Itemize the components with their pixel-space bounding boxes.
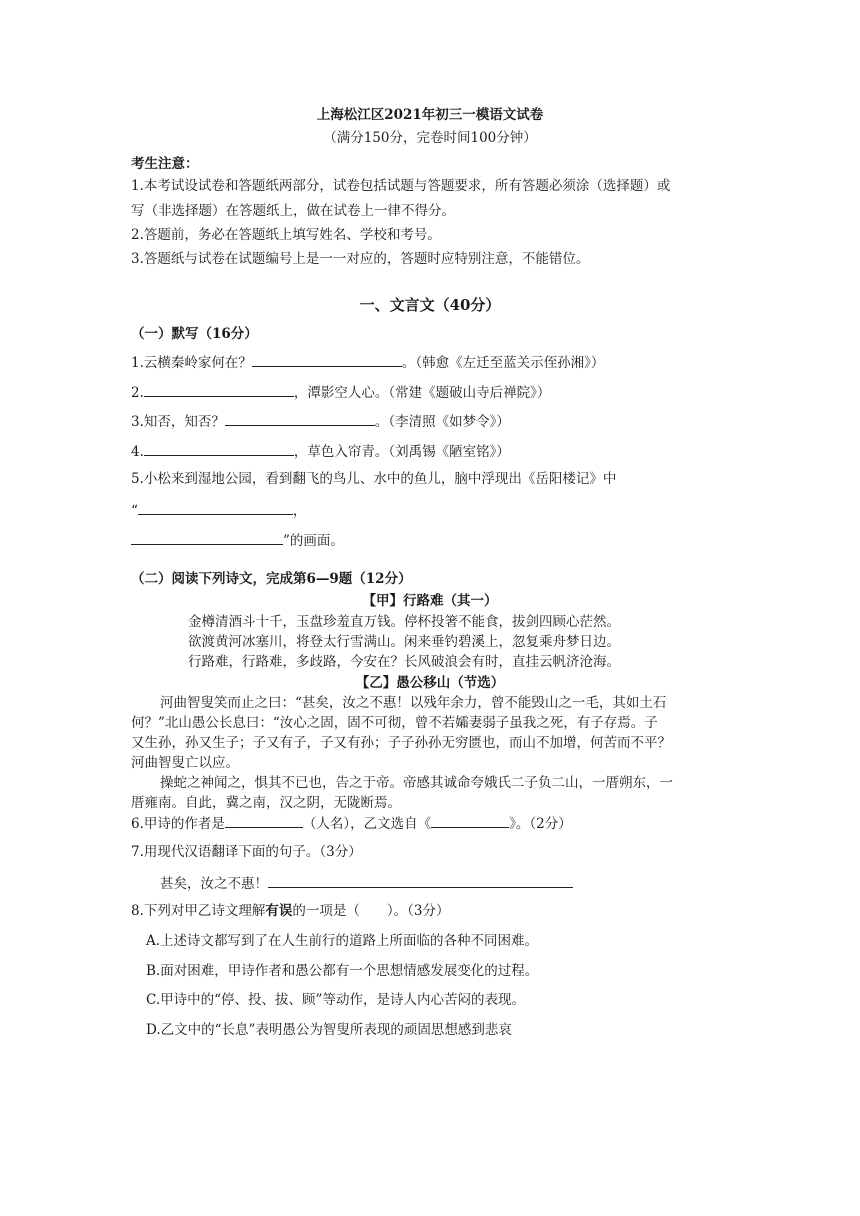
q1-suffix: 。（韩愈《左迁至蓝关示侄孙湘》）: [401, 355, 605, 371]
prose-line: 河曲智叟笑而止之曰：“甚矣，汝之不惠！以残年余力，曾不能毁山之一毛，其如土石: [160, 695, 667, 711]
question-7: 7.用现代汉语翻译下面的句子。（3分）: [131, 844, 362, 860]
notice-item-1b: 写（非选择题）在答题纸上，做在试卷上一律不得分。: [131, 203, 455, 219]
q4-prefix: 4.: [131, 444, 144, 460]
q3-prefix: 3.知否，知否？: [131, 414, 225, 430]
answer-blank: [144, 382, 294, 397]
q2-suffix: ，潭影空人心。（常建《题破山寺后禅院》）: [293, 385, 551, 401]
notice-item-2: 2.答题前，务必在答题纸上填写姓名、学校和考号。: [131, 227, 441, 243]
poem-title: 【甲】行路难（其一）: [362, 593, 498, 609]
q7-sentence-text: 甚矣，汝之不惠！: [160, 876, 268, 892]
q5-suffix: ”的画面。: [283, 533, 344, 549]
option-a: A.上述诗文都写到了在人生前行的道路上所面临的各种不同困难。: [146, 933, 539, 949]
notice-heading: 考生注意：: [131, 156, 199, 172]
answer-blank: [268, 873, 573, 888]
prose-title: 【乙】愚公移山（节选）: [355, 675, 505, 691]
q3-suffix: 。（李清照《如梦令》）: [374, 414, 510, 430]
q1-prefix: 1.云横秦岭家何在？: [131, 355, 252, 371]
question-6: [131, 813, 572, 833]
notice-item-1a: 1.本考试设试卷和答题纸两部分，试卷包括试题与答题要求，所有答题必须涂（选择题）或: [131, 178, 671, 194]
answer-blank: [225, 411, 375, 426]
answer-blank: [131, 530, 283, 545]
question-7-sentence: [160, 873, 573, 893]
q6-prefix: 6.甲诗的作者是: [131, 816, 225, 832]
prose-line: 厝雍南。自此，冀之南，汉之阴，无陇断焉。: [131, 795, 401, 811]
answer-blank: [252, 352, 402, 367]
q2-prefix: 2.: [131, 385, 144, 401]
question-2: [131, 382, 550, 402]
q4-suffix: ，草色入帘青。（刘禹锡《陋室铭》）: [293, 444, 510, 460]
q5-comma: ，: [292, 503, 307, 519]
prose-line: 何？”北山愚公长息曰：“汝心之固，固不可彻，曾不若孀妻弱子虽我之死，有子存焉。子: [131, 715, 658, 731]
page-title: 上海松江区2021年初三一模语文试卷: [316, 107, 544, 123]
notice-item-3: 3.答题纸与试卷在试题编号上是一一对应的，答题时应特别注意，不能错位。: [131, 251, 590, 267]
option-b: B.面对困难，甲诗作者和愚公都有一个思想情感发展变化的过程。: [146, 963, 539, 979]
q8-prefix: 8.下列对甲乙诗文理解: [131, 903, 266, 919]
poem-line-3: 行路难，行路难，多歧路，今安在？长风破浪会有时，直挂云帆济沧海。: [188, 654, 620, 670]
question-4: [131, 441, 510, 461]
question-1: [131, 352, 604, 372]
part2-heading: （二）阅读下列诗文，完成第6—9题（12分）: [131, 571, 412, 587]
prose-line: 又生孙，孙又生子；子又有子，子又有孙；子子孙孙无穷匮也，而山不加增，何苦而不平？: [131, 735, 671, 751]
answer-blank: [225, 813, 303, 828]
question-3: [131, 411, 510, 431]
poem-line-1: 金樽清酒斗十千，玉盘珍羞直万钱。停杯投箸不能食，拔剑四顾心茫然。: [188, 614, 620, 630]
answer-blank: [144, 441, 294, 456]
q5-open-quote: “: [131, 503, 138, 519]
q8-emphasis: 有误: [265, 903, 293, 919]
part1-heading: （一）默写（16分）: [131, 326, 258, 342]
option-c: C.甲诗中的“停、投、拔、顾”等动作，是诗人内心苦闷的表现。: [146, 992, 525, 1008]
section-title: 一、文言文（40分）: [359, 296, 501, 314]
question-5-line-1: 5.小松来到湿地公园，看到翻飞的鸟儿、水中的鱼儿，脑中浮现出《岳阳楼记》中: [131, 471, 617, 487]
answer-blank: [138, 500, 293, 515]
question-5-line-2: [131, 500, 306, 520]
q6-suffix: 》。（2分）: [509, 816, 572, 832]
q6-middle: （人名），乙文选自《: [302, 816, 432, 832]
option-d: D.乙文中的“长息”表明愚公为智叟所表现的顽固思想感到悲哀: [146, 1022, 512, 1038]
poem-line-2: 欲渡黄河冰塞川，将登太行雪满山。闲来垂钓碧溪上，忽复乘舟梦日边。: [188, 634, 620, 650]
question-5-line-3: [131, 530, 344, 550]
answer-blank: [431, 813, 509, 828]
prose-line: 操蛇之神闻之，惧其不已也，告之于帝。帝感其诚命夸娥氏二子负二山，一厝朔东，一: [160, 775, 673, 791]
page-subtitle: （满分150分，完卷时间100分钟）: [323, 130, 537, 146]
q8-suffix: 的一项是（ ）。（3分）: [292, 903, 450, 919]
prose-line: 河曲智叟亡以应。: [131, 755, 239, 771]
question-8: [131, 902, 449, 920]
